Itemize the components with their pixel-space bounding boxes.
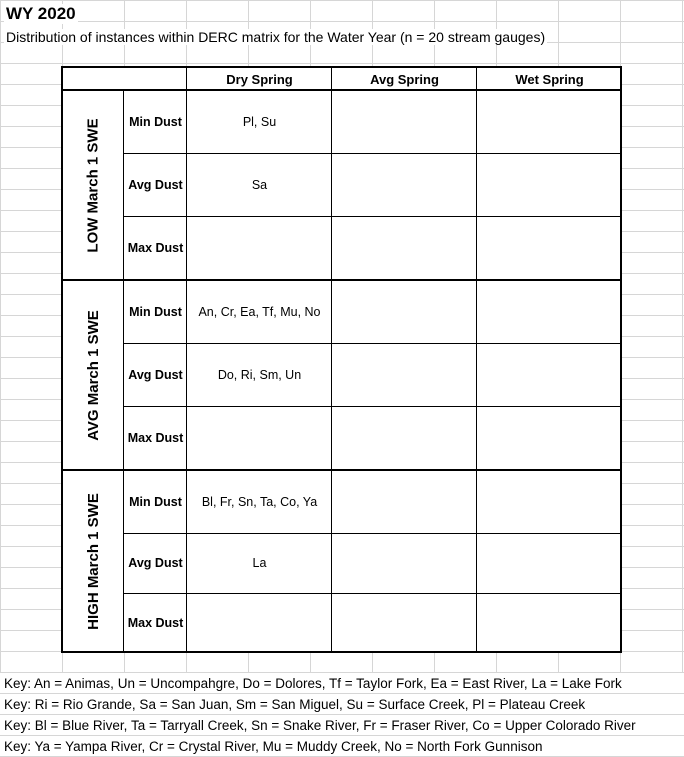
row-label-min-dust[interactable]: Min Dust: [129, 494, 182, 509]
row-label-min-dust[interactable]: Min Dust: [129, 114, 182, 129]
grid-line: [123, 90, 124, 653]
column-header-avg-spring[interactable]: Avg Spring: [370, 71, 439, 87]
key-row[interactable]: Key: Ri = Rio Grande, Sa = San Juan, Sm = San Miguel, Su = Surface Creek, Pl = Plateau Creek: [0, 694, 684, 715]
grid-line: [124, 216, 622, 217]
key-row[interactable]: Key: Ya = Yampa River, Cr = Crystal River, Mu = Muddy Creek, No = North Fork Gunnison: [0, 736, 684, 757]
matrix-cell[interactable]: [332, 90, 477, 153]
group-label-avg-swe[interactable]: AVG March 1 SWE: [85, 309, 102, 441]
matrix-cell[interactable]: Bl, Fr, Sn, Ta, Co, Ya: [201, 494, 318, 509]
grid-line: [476, 68, 477, 653]
matrix-cell[interactable]: [477, 470, 622, 533]
matrix-cell[interactable]: [477, 593, 622, 653]
column-header-dry-spring[interactable]: Dry Spring: [226, 71, 293, 87]
grid-line: [331, 68, 332, 653]
grid-line: [124, 153, 622, 154]
group-label-low-swe[interactable]: LOW March 1 SWE: [85, 117, 102, 253]
sheet-title[interactable]: WY 2020: [6, 4, 76, 23]
key-list: [0, 673, 684, 757]
matrix-cell[interactable]: [332, 153, 477, 216]
matrix-cell[interactable]: [477, 153, 622, 216]
derc-matrix: [61, 66, 622, 653]
matrix-cell[interactable]: [332, 470, 477, 533]
group-divider: [63, 279, 622, 281]
grid-line: [124, 533, 622, 534]
group-divider: [63, 469, 622, 471]
key-row[interactable]: Key: An = Animas, Un = Uncompahgre, Do = Dolores, Tf = Taylor Fork, Ea = East River, La = Lake Fork: [0, 673, 684, 694]
matrix-cell[interactable]: [332, 216, 477, 280]
matrix-cell[interactable]: An, Cr, Ea, Tf, Mu, No: [198, 304, 321, 319]
matrix-cell[interactable]: [332, 280, 477, 343]
matrix-cell[interactable]: [187, 216, 332, 280]
matrix-cell[interactable]: [332, 593, 477, 653]
matrix-cell[interactable]: [477, 343, 622, 406]
column-header-wet-spring[interactable]: Wet Spring: [515, 71, 584, 87]
row-label-avg-dust[interactable]: Avg Dust: [128, 367, 183, 382]
group-label-high-swe[interactable]: HIGH March 1 SWE: [85, 493, 103, 630]
matrix-cell[interactable]: [187, 406, 332, 470]
row-label-min-dust[interactable]: Min Dust: [129, 304, 182, 319]
grid-line: [124, 593, 622, 594]
matrix-cell[interactable]: [332, 343, 477, 406]
row-label-avg-dust[interactable]: Avg Dust: [128, 556, 183, 570]
matrix-cell[interactable]: [477, 280, 622, 343]
row-label-avg-dust[interactable]: Avg Dust: [128, 177, 183, 192]
grid-line: [186, 68, 187, 653]
row-label-max-dust[interactable]: Max Dust: [127, 616, 184, 630]
matrix-cell[interactable]: Do, Ri, Sm, Un: [217, 367, 302, 382]
row-label-max-dust[interactable]: Max Dust: [127, 241, 184, 255]
matrix-cell[interactable]: [332, 406, 477, 470]
grid-line: [63, 89, 622, 91]
matrix-cell[interactable]: Sa: [251, 177, 268, 192]
matrix-cell[interactable]: [477, 406, 622, 470]
grid-line: [124, 343, 622, 344]
matrix-cell[interactable]: [332, 533, 477, 593]
matrix-cell[interactable]: [477, 216, 622, 280]
matrix-cell[interactable]: [477, 90, 622, 153]
matrix-cell[interactable]: [477, 533, 622, 593]
matrix-cell[interactable]: La: [252, 556, 267, 570]
key-row[interactable]: Key: Bl = Blue River, Ta = Tarryall Creek, Sn = Snake River, Fr = Fraser River, Co = Upper Colorado River: [0, 715, 684, 736]
matrix-cell[interactable]: Pl, Su: [242, 114, 277, 129]
sheet-subtitle[interactable]: Distribution of instances within DERC matrix for the Water Year (n = 20 stream gauges): [6, 29, 546, 45]
grid-line: [124, 406, 622, 407]
matrix-cell[interactable]: [187, 593, 332, 653]
row-label-max-dust[interactable]: Max Dust: [127, 431, 184, 445]
